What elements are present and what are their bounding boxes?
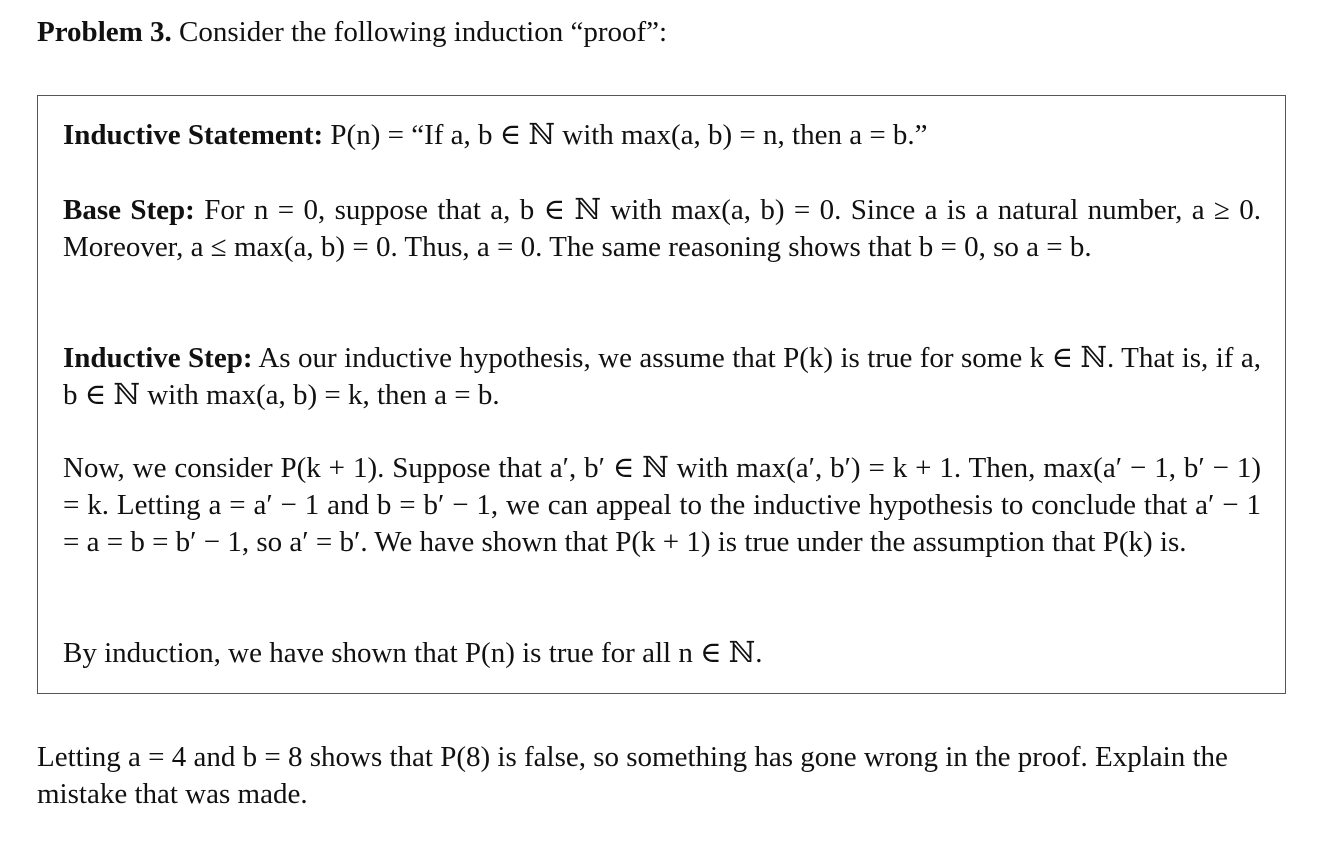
problem-header: [37, 14, 667, 51]
base-step-label: Base Step:: [63, 194, 195, 226]
inductive-statement-text: P(n) = “If a, b ∈ ℕ with max(a, b) = n, then a = b.”: [330, 119, 928, 151]
inductive-step-label: Inductive Step:: [63, 342, 253, 374]
base-step: [63, 192, 1261, 266]
base-step-text: For n = 0, suppose that a, b ∈ ℕ with max(a, b) = 0. Since a is a natural number, a ≥ 0. Moreover, a ≤ max(a, b) = 0. Thus, a = 0. The same reasoning shows that b = 0, so a = b.: [63, 194, 1261, 263]
proof-conclusion: By induction, we have shown that P(n) is true for all n ∈ ℕ.: [63, 637, 763, 669]
proof-box: [37, 95, 1286, 694]
inductive-statement: [63, 117, 1261, 154]
problem-intro: Consider the following induction “proof”:: [179, 16, 668, 48]
question-text: Letting a = 4 and b = 8 shows that P(8) is false, so something has gone wrong in the proof. Explain the mistake that was made.: [37, 741, 1228, 810]
inductive-step-text: As our inductive hypothesis, we assume that P(k) is true for some k ∈ ℕ. That is, if a, b ∈ ℕ with max(a, b) = k, then a = b.: [63, 342, 1261, 411]
inductive-step-continuation: Now, we consider P(k + 1). Suppose that a′, b′ ∈ ℕ with max(a′, b′) = k + 1. Then, max(a′ − 1, b′ − 1) = k. Letting a = a′ − 1 and b = b′ − 1, we can appeal to the inductive hypothesis to conclude that a′ − 1 = a = b = b′ − 1, so a′ = b′. We have shown that P(k + 1) is true under the assumption that P(k) is.: [63, 452, 1261, 558]
inductive-step: [63, 340, 1261, 414]
inductive-statement-label: Inductive Statement:: [63, 119, 324, 151]
problem-label: Problem 3.: [37, 16, 172, 48]
